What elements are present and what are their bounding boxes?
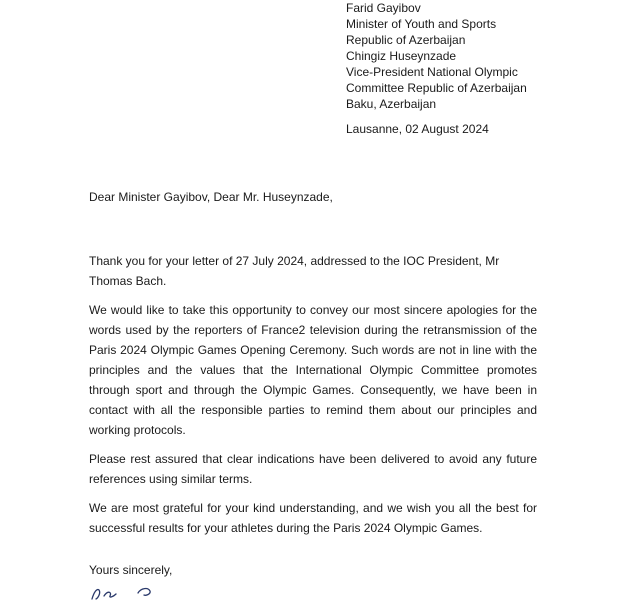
recipient-line: Minister of Youth and Sports: [346, 17, 497, 31]
recipient-line: Committee Republic of Azerbaijan: [346, 81, 527, 95]
body-paragraph: Please rest assured that clear indications have been delivered to avoid any future references using similar terms.: [89, 452, 537, 486]
letter-body: [89, 251, 537, 547]
handwritten-signature: [88, 584, 168, 600]
place-and-date: Lausanne, 02 August 2024: [346, 122, 489, 136]
recipient-address-block: [346, 0, 527, 112]
recipient-line: Vice-President National Olympic: [346, 65, 518, 79]
recipient-line: Farid Gayibov: [346, 1, 421, 15]
recipient-line: Baku, Azerbaijan: [346, 97, 437, 111]
body-paragraph: Thank you for your letter of 27 July 2024, addressed to the IOC President, Mr Thomas Bach.: [89, 254, 500, 288]
recipient-line: Republic of Azerbaijan: [346, 33, 466, 47]
complimentary-close: Yours sincerely,: [89, 563, 173, 577]
salutation: Dear Minister Gayibov, Dear Mr. Huseynzade,: [89, 190, 333, 204]
body-paragraph: We are most grateful for your kind understanding, and we wish you all the best for successful results for your athletes during the Paris 2024 Olympic Games.: [89, 501, 537, 535]
recipient-line: Chingiz Huseynzade: [346, 49, 457, 63]
body-paragraph: We would like to take this opportunity to convey our most sincere apologies for the words used by the reporters of France2 television during the retransmission of the Paris 2024 Olympic Games Opening Ceremony. Such words are not in line with the principles and the values that the International Olympic Committee promotes through sport and through the Olympic Games. Consequently, we have been in contact with all the responsible parties to remind them about our principles and working protocols.: [89, 303, 537, 437]
